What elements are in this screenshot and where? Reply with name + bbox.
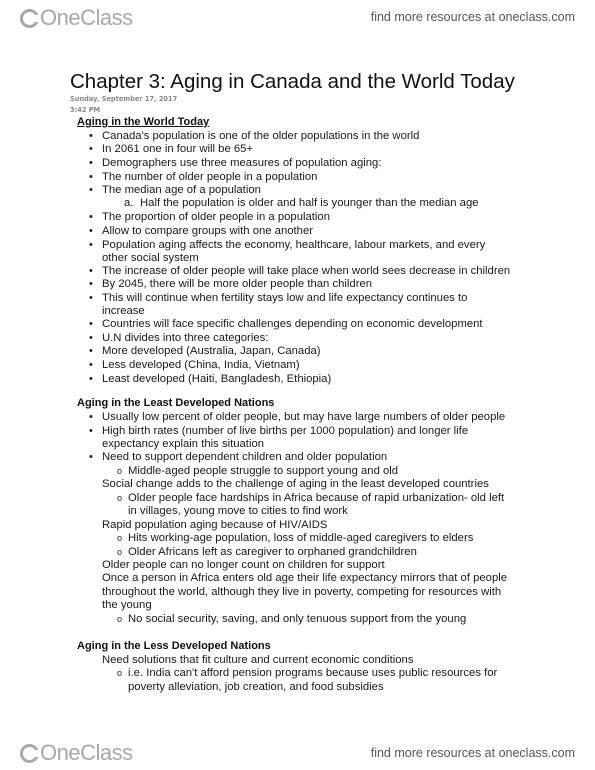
list-item: Rapid population aging because of HIV/AIDS	[102, 519, 328, 531]
bullet-icon: •	[89, 451, 93, 463]
list-item: Older Africans left as caregiver to orphaned grandchildren	[128, 546, 417, 558]
list-item-continued: throughout the world, although they live in poverty, competing for resources with	[102, 586, 502, 598]
logo-text: OneClass	[40, 740, 133, 765]
list-item: Countries will face specific challenges depending on economic development	[102, 318, 483, 330]
list-item: No social security, saving, and only tenuous support from the young	[128, 613, 467, 625]
bullet-icon: •	[89, 318, 93, 330]
list-item: The proportion of older people in a population	[102, 211, 330, 223]
bullet-icon: •	[89, 239, 93, 251]
oneclass-logo-icon	[20, 744, 39, 763]
list-item: Social change adds to the challenge of aging in the least developed countries	[102, 478, 489, 490]
list-item: U.N divides into three categories:	[102, 332, 269, 344]
list-item-continued: poverty alleviation, job creation, and food subsidies	[128, 681, 384, 693]
list-item: Once a person in Africa enters old age their life expectancy mirrors that of people	[102, 572, 508, 584]
bullet-icon: •	[89, 292, 93, 304]
ring-bullet-icon: o	[117, 493, 123, 503]
section-heading-least: Aging in the Least Developed Nations	[77, 397, 275, 409]
bullet-icon: •	[89, 278, 93, 290]
section-heading-world: Aging in the World Today	[77, 116, 210, 128]
list-item: The number of older people in a population	[102, 171, 318, 183]
ring-bullet-icon: o	[117, 533, 123, 543]
bullet-icon: •	[89, 184, 93, 196]
bullet-icon: •	[89, 130, 93, 142]
bullet-icon: •	[89, 359, 93, 371]
list-item: Hits working-age population, loss of middle-aged caregivers to elders	[128, 532, 474, 544]
list-item: Older people face hardships in Africa because of rapid urbanization- old left	[128, 492, 505, 504]
footer-tagline[interactable]: find more resources at oneclass.com	[370, 746, 575, 760]
list-item-continued: other social system	[102, 252, 199, 264]
list-item: This will continue when fertility stays low and life expectancy continues to	[102, 292, 468, 304]
list-item: Need solutions that fit culture and current economic conditions	[102, 654, 414, 666]
note-date: Sunday, September 17, 2017	[70, 95, 178, 103]
page-title: Chapter 3: Aging in Canada and the World Today	[70, 70, 515, 93]
list-item: Half the population is older and half is younger than the median age	[140, 197, 479, 209]
ring-bullet-icon: o	[117, 466, 123, 476]
bullet-icon: •	[89, 332, 93, 344]
list-item-continued: the young	[102, 599, 152, 611]
section-heading-less: Aging in the Less Developed Nations	[77, 640, 271, 652]
list-item: Usually low percent of older people, but may have large numbers of older people	[102, 411, 506, 423]
logo-text: OneClass	[40, 5, 133, 30]
bullet-icon: •	[89, 373, 93, 385]
bullet-icon: •	[89, 211, 93, 223]
bullet-icon: •	[89, 265, 93, 277]
ring-bullet-icon: o	[117, 547, 123, 557]
list-item-continued: increase	[102, 305, 145, 317]
bullet-icon: •	[89, 345, 93, 357]
list-item: By 2045, there will be more older people than children	[102, 278, 373, 290]
list-item: Older people can no longer count on children for support	[102, 559, 385, 571]
ring-bullet-icon: o	[117, 668, 123, 678]
list-item: Need to support dependent children and older population	[102, 451, 388, 463]
bullet-icon: •	[89, 171, 93, 183]
list-item: Middle-aged people struggle to support young and old	[128, 465, 399, 477]
bullet-icon: •	[89, 225, 93, 237]
header-tagline[interactable]: find more resources at oneclass.com	[370, 10, 575, 24]
list-item: Population aging affects the economy, healthcare, labour markets, and every	[102, 239, 486, 251]
list-item: Less developed (China, India, Vietnam)	[102, 359, 300, 371]
list-item: Canada's population is one of the older populations in the world	[102, 130, 420, 142]
list-item: The median age of a population	[102, 184, 261, 196]
ring-bullet-icon: o	[117, 614, 123, 624]
list-item: i.e. India can't afford pension programs because uses public resources for	[128, 667, 498, 679]
bullet-icon: •	[89, 425, 93, 437]
list-item: Allow to compare groups with one another	[102, 225, 313, 237]
bullet-icon: •	[89, 157, 93, 169]
oneclass-logo-footer	[20, 740, 133, 766]
list-item-continued: expectancy explain this situation	[102, 438, 265, 450]
list-item: The increase of older people will take place when world sees decrease in children	[102, 265, 511, 277]
list-item: In 2061 one in four will be 65+	[102, 143, 254, 155]
sub-marker: a.	[124, 197, 134, 209]
list-item: Least developed (Haiti, Bangladesh, Ethiopia)	[102, 373, 332, 385]
list-item: High birth rates (number of live births per 1000 population) and longer life	[102, 425, 469, 437]
bullet-icon: •	[89, 411, 93, 423]
note-time: 3:42 PM	[70, 106, 101, 114]
list-item: Demographers use three measures of population aging:	[102, 157, 382, 169]
bullet-icon: •	[89, 143, 93, 155]
list-item-continued: in villages, young move to cities to find work	[128, 505, 348, 517]
list-item: More developed (Australia, Japan, Canada)	[102, 345, 321, 357]
